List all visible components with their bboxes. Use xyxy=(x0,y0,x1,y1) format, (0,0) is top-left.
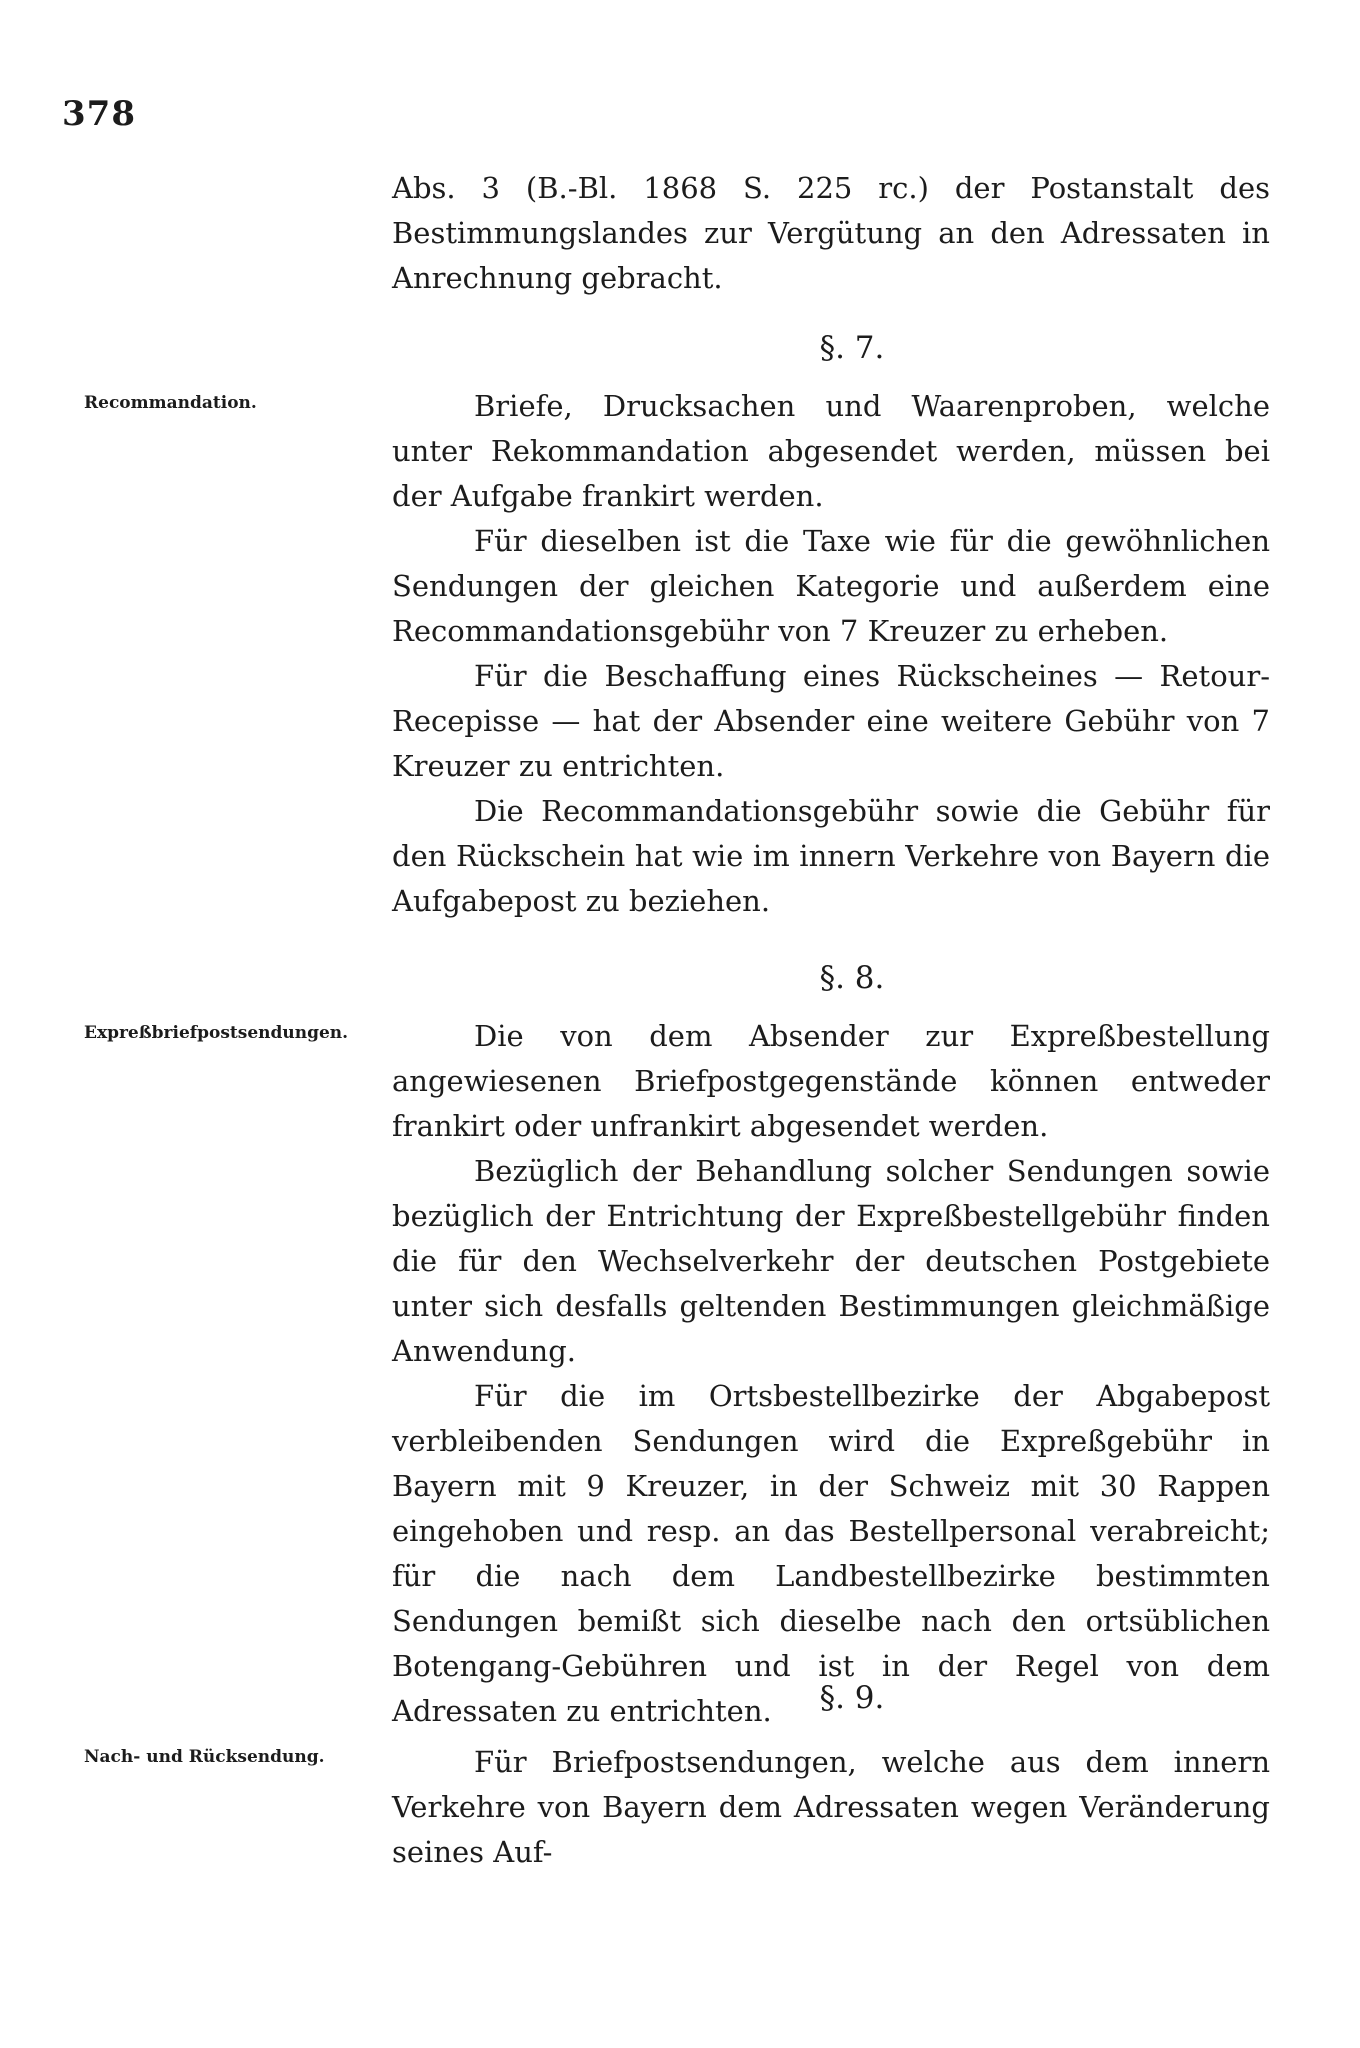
section-7-paragraph: Briefe, Drucksachen und Waarenproben, welche unter Rekommandation abgesendet werden, müssen bei der Aufgabe frankirt werden. xyxy=(392,389,1270,513)
margin-note-recommandation: Recommandation. xyxy=(84,393,257,413)
page-number: 378 xyxy=(62,94,136,134)
section-7-heading: §. 7. xyxy=(819,330,885,366)
section-9-body xyxy=(392,1740,1270,1875)
section-8-paragraph: Bezüglich der Behandlung solcher Sendungen sowie bezüglich der Entrichtung der Expreßbestellgebühr finden die für den Wechselverkehr der deutschen Postgebiete unter sich desfalls geltenden Bestimmungen gleichmäßige Anwendung. xyxy=(392,1154,1270,1368)
section-7-paragraph: Für dieselben ist die Taxe wie für die gewöhnlichen Sendungen der gleichen Kategorie und außerdem eine Recommandationsgebühr von 7 Kreuzer zu erheben. xyxy=(392,524,1270,648)
intro-paragraph: Abs. 3 (B.-Bl. 1868 S. 225 rc.) der Postanstalt des Bestimmungslandes zur Vergütung an den Adressaten in Anrechnung gebracht. xyxy=(392,171,1270,295)
section-7-body xyxy=(392,384,1270,924)
section-9-paragraph: Für Briefpostsendungen, welche aus dem innern Verkehre von Bayern dem Adressaten wegen Veränderung seines Auf- xyxy=(392,1745,1270,1869)
margin-note-nach-und-ruecksendung: Nach- und Rücksendung. xyxy=(84,1747,325,1767)
intro-block xyxy=(392,166,1270,301)
section-8-paragraph: Für die im Ortsbestellbezirke der Abgabepost verbleibenden Sendungen wird die Expreßgebühr in Bayern mit 9 Kreuzer, in der Schweiz mit 30 Rappen eingehoben und resp. an das Bestellpersonal verabreicht; für die nach dem Landbestellbezirke bestimmten Sendungen bemißt sich dieselbe nach den ortsüblichen Botengang-Gebühren und ist in der Regel von dem Adressaten zu entrichten. xyxy=(392,1379,1270,1728)
section-7-paragraph: Für die Beschaffung eines Rückscheines — Retour-Recepisse — hat der Absender eine weitere Gebühr von 7 Kreuzer zu entrichten. xyxy=(392,659,1270,783)
section-8-paragraph: Die von dem Absender zur Expreßbestellung angewiesenen Briefpostgegenstände können entweder frankirt oder unfrankirt abgesendet werden. xyxy=(392,1019,1270,1143)
section-9-heading: §. 9. xyxy=(819,1680,885,1716)
margin-note-expressbriefpostsendungen: Expreßbriefpostsendungen. xyxy=(84,1023,349,1043)
section-8-heading: §. 8. xyxy=(819,960,885,996)
section-7-paragraph: Die Recommandationsgebühr sowie die Gebühr für den Rückschein hat wie im innern Verkehre von Bayern die Aufgabepost zu beziehen. xyxy=(392,794,1270,918)
section-8-body xyxy=(392,1014,1270,1734)
